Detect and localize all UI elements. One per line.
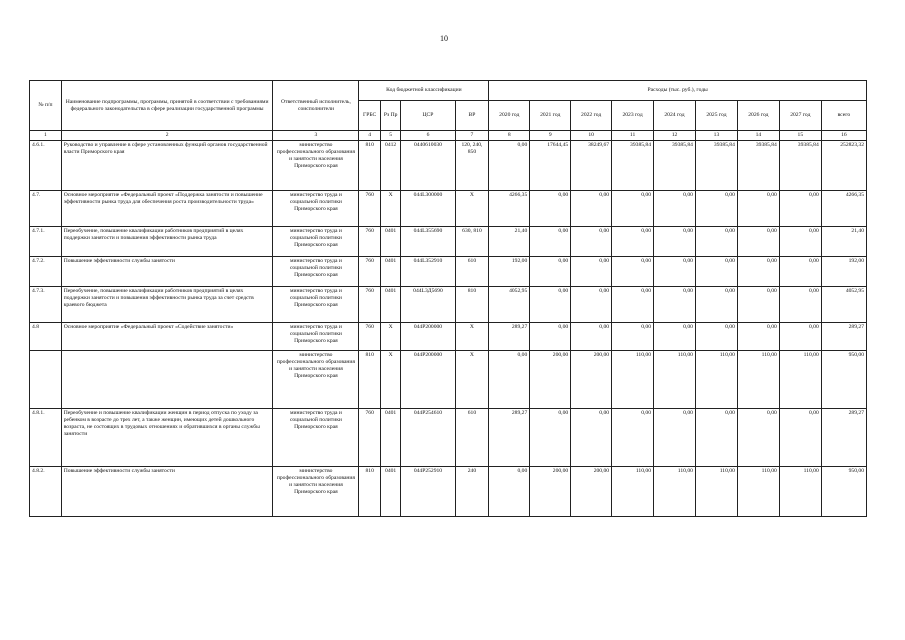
row-total: 192,00: [821, 256, 866, 286]
row-year-value: 0,00: [695, 190, 737, 226]
row-rzpr: 0401: [380, 286, 400, 322]
row-year-value: 200,00: [530, 350, 571, 408]
table-row: [30, 140, 867, 190]
row-responsible: министерство труда и социальной политики Приморского края: [273, 226, 359, 256]
column-number: 16: [821, 131, 866, 141]
column-number: 15: [779, 131, 821, 141]
row-grbs: 810: [359, 466, 380, 516]
row-year-value: 289,27: [489, 322, 530, 350]
row-vr: 120, 240, 850: [455, 140, 489, 190]
row-csr: 044P254610: [401, 408, 455, 466]
row-responsible: министерство труда и социальной политики Приморского края: [273, 256, 359, 286]
row-year-value: 0,00: [695, 256, 737, 286]
row-year-value: 289,27: [489, 408, 530, 466]
row-year-value: 0,00: [571, 226, 612, 256]
row-year-value: 0,00: [654, 286, 696, 322]
row-rzpr: 0401: [380, 408, 400, 466]
row-year-value: 0,00: [530, 408, 571, 466]
table-row: [30, 322, 867, 350]
row-year-value: 39385,84: [737, 140, 779, 190]
row-year-value: 0,00: [530, 190, 571, 226]
row-year-value: 0,00: [779, 226, 821, 256]
row-responsible: министерство профессионального образования и занятости населения Приморского края: [273, 140, 359, 190]
row-vr: X: [455, 190, 489, 226]
row-year-value: 110,00: [695, 466, 737, 516]
header-year: 2026 год: [737, 101, 779, 131]
row-year-value: 110,00: [654, 466, 696, 516]
header-kbk: Код бюджетной классификации: [359, 81, 489, 101]
row-name: Руководство и управление в сфере установленных функций органов государственной власти Приморского края: [61, 140, 273, 190]
column-number: 1: [30, 131, 62, 141]
table-row: [30, 256, 867, 286]
row-year-value: 0,00: [612, 322, 654, 350]
column-number: 10: [571, 131, 612, 141]
row-csr: 044L300000: [401, 190, 455, 226]
row-rzpr: X: [380, 190, 400, 226]
row-year-value: 0,00: [654, 256, 696, 286]
row-number: 4.7.1.: [30, 226, 62, 256]
row-year-value: 0,00: [489, 350, 530, 408]
row-year-value: 0,00: [737, 286, 779, 322]
row-year-value: 21,40: [489, 226, 530, 256]
row-vr: 630, 810: [455, 226, 489, 256]
row-name: Основное мероприятие «Федеральный проект «Содействие занятости»: [61, 322, 273, 350]
row-csr: 044L355690: [401, 226, 455, 256]
row-name: Переобучение и повышение квалификации женщин в период отпуска по уходу за ребенком в возрасте до трех лет, а также женщин, имеющих детей дошкольного возраста, не состоящих в трудовых отношениях и обратившихся в органы службы занятости: [61, 408, 273, 466]
table-row: [30, 286, 867, 322]
row-year-value: 0,00: [489, 466, 530, 516]
header-year: 2023 год: [612, 101, 654, 131]
row-name: Переобучение, повышение квалификации работников предприятий в целях поддержки занятости и повышения эффективности рынка труда: [61, 226, 273, 256]
row-year-value: 0,00: [530, 322, 571, 350]
row-year-value: 0,00: [612, 256, 654, 286]
row-number: 4.7.2.: [30, 256, 62, 286]
header-resp: Ответственный исполнитель, соисполнители: [273, 81, 359, 131]
row-number: 4.7.3.: [30, 286, 62, 322]
row-responsible: министерство труда и социальной политики Приморского края: [273, 322, 359, 350]
row-total: 4052,95: [821, 286, 866, 322]
column-number: 13: [695, 131, 737, 141]
row-year-value: 0,00: [571, 322, 612, 350]
row-year-value: 38249,67: [571, 140, 612, 190]
row-csr: 044L3Д5690: [401, 286, 455, 322]
row-year-value: 110,00: [612, 350, 654, 408]
row-year-value: 0,00: [571, 190, 612, 226]
row-year-value: 0,00: [612, 286, 654, 322]
row-grbs: 810: [359, 350, 380, 408]
row-csr: 044P200000: [401, 350, 455, 408]
row-total: 950,00: [821, 466, 866, 516]
row-year-value: 110,00: [779, 466, 821, 516]
column-number: 7: [455, 131, 489, 141]
row-year-value: 0,00: [654, 226, 696, 256]
row-year-value: 4052,95: [489, 286, 530, 322]
row-number: 4.7.: [30, 190, 62, 226]
row-year-value: 17644,45: [530, 140, 571, 190]
row-grbs: 760: [359, 408, 380, 466]
header-rzpr: Рз Пр: [380, 101, 400, 131]
row-responsible: министерство профессионального образования и занятости населения Приморского края: [273, 466, 359, 516]
row-year-value: 0,00: [654, 408, 696, 466]
row-total: 21,40: [821, 226, 866, 256]
header-year: 2024 год: [654, 101, 696, 131]
column-number: 2: [61, 131, 273, 141]
row-year-value: 0,00: [654, 190, 696, 226]
row-grbs: 760: [359, 256, 380, 286]
header-year: 2021 год: [530, 101, 571, 131]
row-grbs: 810: [359, 140, 380, 190]
row-name: Переобучение, повышение квалификации работников предприятий в целях поддержки занятости и повышения эффективности рынка труда за счет средств краевого бюджета: [61, 286, 273, 322]
row-total: 252823,32: [821, 140, 866, 190]
header-num: № п/п: [30, 81, 62, 131]
column-number: 8: [489, 131, 530, 141]
row-number: 4.6.1.: [30, 140, 62, 190]
row-year-value: 0,00: [612, 408, 654, 466]
row-vr: X: [455, 322, 489, 350]
column-number: 9: [530, 131, 571, 141]
row-year-value: 200,00: [571, 350, 612, 408]
row-year-value: 0,00: [654, 322, 696, 350]
row-total: 950,00: [821, 350, 866, 408]
header-year: 2020 год: [489, 101, 530, 131]
row-number: 4.8: [30, 322, 62, 350]
row-year-value: 110,00: [654, 350, 696, 408]
row-year-value: 0,00: [695, 226, 737, 256]
row-name: [61, 350, 273, 408]
row-year-value: 4266,35: [489, 190, 530, 226]
column-number: 5: [380, 131, 400, 141]
row-rzpr: 0401: [380, 466, 400, 516]
row-csr: 0440610030: [401, 140, 455, 190]
budget-table: [29, 80, 867, 517]
row-number: 4.8.1.: [30, 408, 62, 466]
row-number: 4.8.2.: [30, 466, 62, 516]
row-year-value: 110,00: [612, 466, 654, 516]
row-year-value: 0,00: [779, 408, 821, 466]
row-year-value: 110,00: [737, 466, 779, 516]
row-year-value: 0,00: [612, 226, 654, 256]
row-vr: 240: [455, 466, 489, 516]
row-responsible: министерство труда и социальной политики Приморского края: [273, 190, 359, 226]
header-vr: ВР: [455, 101, 489, 131]
row-year-value: 0,00: [530, 286, 571, 322]
row-year-value: 39385,84: [654, 140, 696, 190]
row-csr: 044P200000: [401, 322, 455, 350]
row-year-value: 0,00: [737, 322, 779, 350]
column-number: 12: [654, 131, 696, 141]
row-csr: 044P252910: [401, 466, 455, 516]
row-responsible: министерство труда и социальной политики Приморского края: [273, 408, 359, 466]
row-year-value: 0,00: [737, 226, 779, 256]
row-year-value: 0,00: [489, 140, 530, 190]
header-total: всего: [821, 101, 866, 131]
column-number: 11: [612, 131, 654, 141]
row-year-value: 0,00: [695, 286, 737, 322]
row-grbs: 760: [359, 322, 380, 350]
row-grbs: 760: [359, 190, 380, 226]
row-year-value: 110,00: [695, 350, 737, 408]
row-year-value: 0,00: [737, 408, 779, 466]
row-number: [30, 350, 62, 408]
header-year: 2027 год: [779, 101, 821, 131]
row-year-value: 0,00: [571, 256, 612, 286]
row-year-value: 0,00: [571, 286, 612, 322]
row-vr: X: [455, 350, 489, 408]
table-row: [30, 408, 867, 466]
column-number: 4: [359, 131, 380, 141]
table-row: [30, 226, 867, 256]
row-rzpr: X: [380, 350, 400, 408]
column-number: 3: [273, 131, 359, 141]
row-year-value: 110,00: [779, 350, 821, 408]
row-year-value: 0,00: [779, 322, 821, 350]
row-year-value: 0,00: [695, 408, 737, 466]
column-number: 6: [401, 131, 455, 141]
row-rzpr: 0401: [380, 256, 400, 286]
row-csr: 044L352910: [401, 256, 455, 286]
header-name: Наименование подпрограммы, программы, принятой в соответствии с требованиями федерального законодательства в сфере реализации государственной программы: [61, 81, 273, 131]
row-year-value: 200,00: [571, 466, 612, 516]
row-grbs: 760: [359, 226, 380, 256]
row-total: 4266,35: [821, 190, 866, 226]
table-row: [30, 466, 867, 516]
row-year-value: 39385,84: [779, 140, 821, 190]
table-row: [30, 350, 867, 408]
header-year: 2025 год: [695, 101, 737, 131]
row-year-value: 200,00: [530, 466, 571, 516]
row-total: 289,27: [821, 322, 866, 350]
row-responsible: министерство профессионального образования и занятости населения Приморского края: [273, 350, 359, 408]
row-name: Повышение эффективности службы занятости: [61, 256, 273, 286]
row-year-value: 39385,84: [612, 140, 654, 190]
row-year-value: 110,00: [737, 350, 779, 408]
row-year-value: 0,00: [737, 190, 779, 226]
row-name: Повышение эффективности службы занятости: [61, 466, 273, 516]
header-grbs: ГРБС: [359, 101, 380, 131]
row-year-value: 0,00: [612, 190, 654, 226]
row-rzpr: 0412: [380, 140, 400, 190]
row-year-value: 0,00: [737, 256, 779, 286]
column-number: 14: [737, 131, 779, 141]
row-total: 289,27: [821, 408, 866, 466]
table-row: [30, 190, 867, 226]
header-year: 2022 год: [571, 101, 612, 131]
row-name: Основное мероприятие «Федеральный проект «Поддержка занятости и повышение эффективности рынка труда для обеспечения роста производительности труда»: [61, 190, 273, 226]
row-year-value: 0,00: [695, 322, 737, 350]
row-year-value: 0,00: [530, 256, 571, 286]
row-vr: 810: [455, 286, 489, 322]
row-year-value: 39385,84: [695, 140, 737, 190]
row-year-value: 0,00: [779, 286, 821, 322]
row-rzpr: 0401: [380, 226, 400, 256]
row-year-value: 0,00: [571, 408, 612, 466]
header-csr: ЦСР: [401, 101, 455, 131]
row-vr: 610: [455, 256, 489, 286]
page-number: 10: [440, 34, 448, 43]
row-vr: 610: [455, 408, 489, 466]
row-rzpr: X: [380, 322, 400, 350]
row-year-value: 0,00: [530, 226, 571, 256]
row-year-value: 0,00: [779, 190, 821, 226]
row-year-value: 192,00: [489, 256, 530, 286]
row-grbs: 760: [359, 286, 380, 322]
row-year-value: 0,00: [779, 256, 821, 286]
row-responsible: министерство труда и социальной политики Приморского края: [273, 286, 359, 322]
header-expenses: Расходы (тыс. руб.), годы: [489, 81, 867, 101]
